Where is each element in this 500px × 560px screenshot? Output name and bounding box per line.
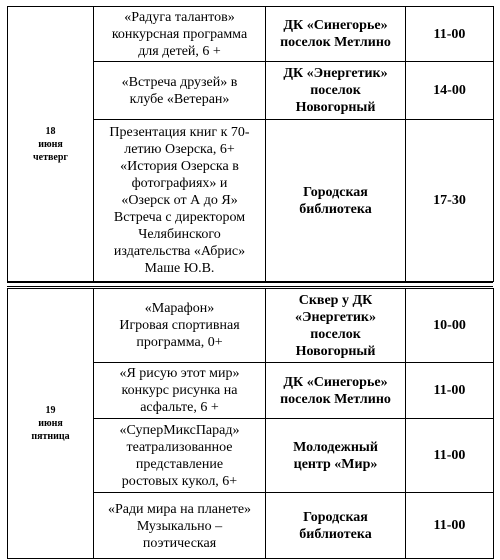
event-title: «Марафон» Игровая спортивная программа, 0+	[94, 289, 266, 363]
event-time: 17-30	[406, 120, 494, 282]
event-time: 11-00	[406, 363, 494, 419]
event-title: «СуперМиксПарад» театрализованное представление ростовых кукол, 6+	[94, 419, 266, 493]
event-title: Презентация книг к 70- летию Озерска, 6+ «История Озерска в фотографиях» и «Озерск от А до Я» Встреча с директором Челябинского издательства «Абрис» Маше Ю.В.	[94, 120, 266, 282]
day-cell	[8, 7, 94, 282]
event-place: Сквер у ДК «Энергетик» поселок Новогорный	[266, 289, 406, 363]
event-title: «Я рисую этот мир» конкурс рисунка на асфальте, 6 +	[94, 363, 266, 419]
event-time: 10-00	[406, 289, 494, 363]
day-month: июня	[38, 418, 63, 429]
event-time: 11-00	[406, 7, 494, 62]
day-month: июня	[38, 138, 63, 150]
event-title: «Ради мира на планете» Музыкально – поэтическая	[94, 493, 266, 559]
table-row	[8, 7, 494, 62]
event-title: «Встреча друзей» в клубе «Ветеран»	[94, 62, 266, 120]
event-place: ДК «Энергетик» поселок Новогорный	[266, 62, 406, 120]
day-weekday: пятница	[31, 431, 70, 442]
day-cell	[8, 289, 94, 559]
event-place: Молодежный центр «Мир»	[266, 419, 406, 493]
event-title: «Радуга талантов» конкурсная программа для детей, 6 +	[94, 7, 266, 62]
event-place: ДК «Синегорье» поселок Метлино	[266, 7, 406, 62]
table-row	[8, 289, 494, 363]
schedule-table-day2	[7, 288, 494, 559]
day-weekday: четверг	[33, 151, 68, 163]
schedule-table-day1	[7, 6, 494, 282]
event-time: 11-00	[406, 419, 494, 493]
event-place: ДК «Синегорье» поселок Метлино	[266, 363, 406, 419]
event-place: Городская библиотека	[266, 120, 406, 282]
event-time: 11-00	[406, 493, 494, 559]
day-date: 19	[45, 405, 56, 416]
event-time: 14-00	[406, 62, 494, 120]
section-divider	[7, 282, 493, 287]
event-place: Городская библиотека	[266, 493, 406, 559]
day-date: 18	[45, 125, 56, 137]
